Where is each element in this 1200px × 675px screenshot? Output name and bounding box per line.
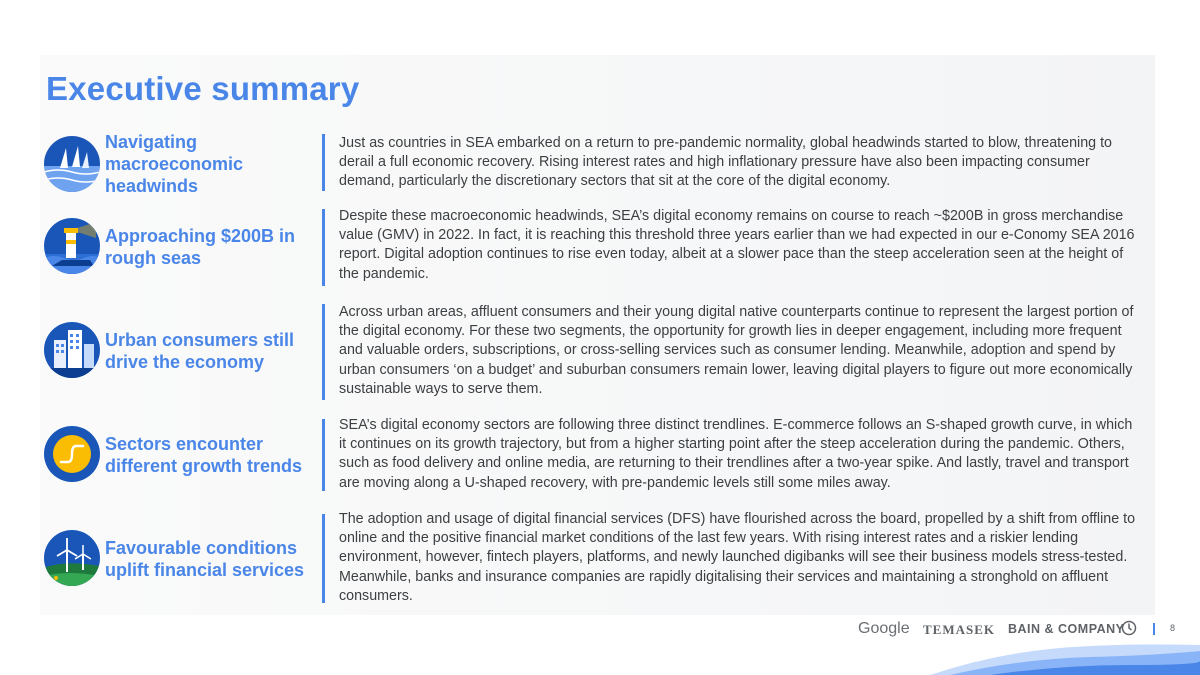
section-divider — [322, 419, 325, 491]
section-body: Just as countries in SEA embarked on a return to pre-pandemic normality, global headwinds started to blow, threatening to derail a full economic recovery. Rising interest rates and high inflationary pressure have also been impacting consumer demand, particularly the discretionary sectors that sit at the core of the digital economy. — [339, 135, 1112, 190]
page-title: Executive summary — [46, 70, 360, 107]
section-heading: Sectors encounter different growth trends — [105, 434, 302, 476]
page-number: 8 — [1170, 623, 1176, 633]
section-body: Despite these macroeconomic headwinds, SEA’s digital economy remains on course to reach ~$200B in gross merchandise value (GMV) in 2022. In fact, it is reaching this threshold three years earlier than we had expected in our e-Conomy SEA 2016 report. Digital adoption continues to rise even today, albeit at a slower pace than the steep acceleration seen at the height of the pandemic. — [339, 208, 1135, 282]
section-divider — [322, 209, 325, 286]
section-body: Across urban areas, affluent consumers and their young digital native counterparts continue to represent the largest portion of the digital economy. For these two segments, the opportunity for growth lies in deeper engagement, including more frequent and valuable orders, subscriptions, or cross-selling services such as consumer lending. Meanwhile, adoption and spend by urban consumers ‘on a budget’ and suburban consumers remain lower, leaving digital players to figure out more economically sustainable ways to serve them. — [339, 304, 1134, 397]
section-divider — [322, 304, 325, 400]
bain-logo: BAIN & COMPANY — [1008, 622, 1125, 636]
wind-turbines-icon — [44, 530, 100, 586]
lighthouse-icon — [44, 218, 100, 274]
summary-row-urban — [44, 300, 1154, 400]
footer-divider — [1153, 623, 1155, 635]
summary-row-gmv — [44, 203, 1154, 288]
summary-row-macroeconomic — [44, 128, 1154, 196]
summary-row-sectors — [44, 413, 1154, 495]
section-divider — [322, 134, 325, 191]
google-logo: Google — [858, 620, 910, 637]
section-heading: Favourable conditions uplift financial services — [105, 538, 305, 580]
section-body: SEA’s digital economy sectors are following three distinct trendlines. E-commerce follows an S-shaped growth curve, in which it continues on its growth trajectory, but from a higher starting point after the steep acceleration during the pandemic. Others, such as food delivery and online media, are returning to their trendlines after a two-year spike. And lastly, travel and transport are moving along a U-shaped recovery, with pre-pandemic levels still some miles away. — [339, 417, 1133, 491]
decorative-wave — [930, 635, 1200, 675]
section-heading: Urban consumers still drive the economy — [105, 330, 295, 372]
summary-row-financial — [44, 508, 1154, 608]
sailboats-icon — [44, 136, 100, 192]
section-heading: Navigating macroeconomic headwinds — [105, 132, 244, 196]
s-curve-icon — [44, 426, 100, 482]
bain-clock-icon — [1121, 620, 1137, 636]
section-body: The adoption and usage of digital financial services (DFS) have flourished across the board, propelled by a shift from offline to online and the positive financial market conditions of the last few years. With rising interest rates and a riskier lending environment, however, fintech players, platforms, and newly launched digibanks will see their business models stress-tested. Meanwhile, banks and insurance companies are rapidly digitalising their services and maintaining a stronghold on affluent consumers. — [339, 511, 1136, 604]
section-divider — [322, 514, 325, 603]
section-heading: Approaching $200B in rough seas — [105, 226, 296, 268]
temasek-logo: TEMASEK — [923, 622, 996, 637]
city-buildings-icon — [44, 322, 100, 378]
